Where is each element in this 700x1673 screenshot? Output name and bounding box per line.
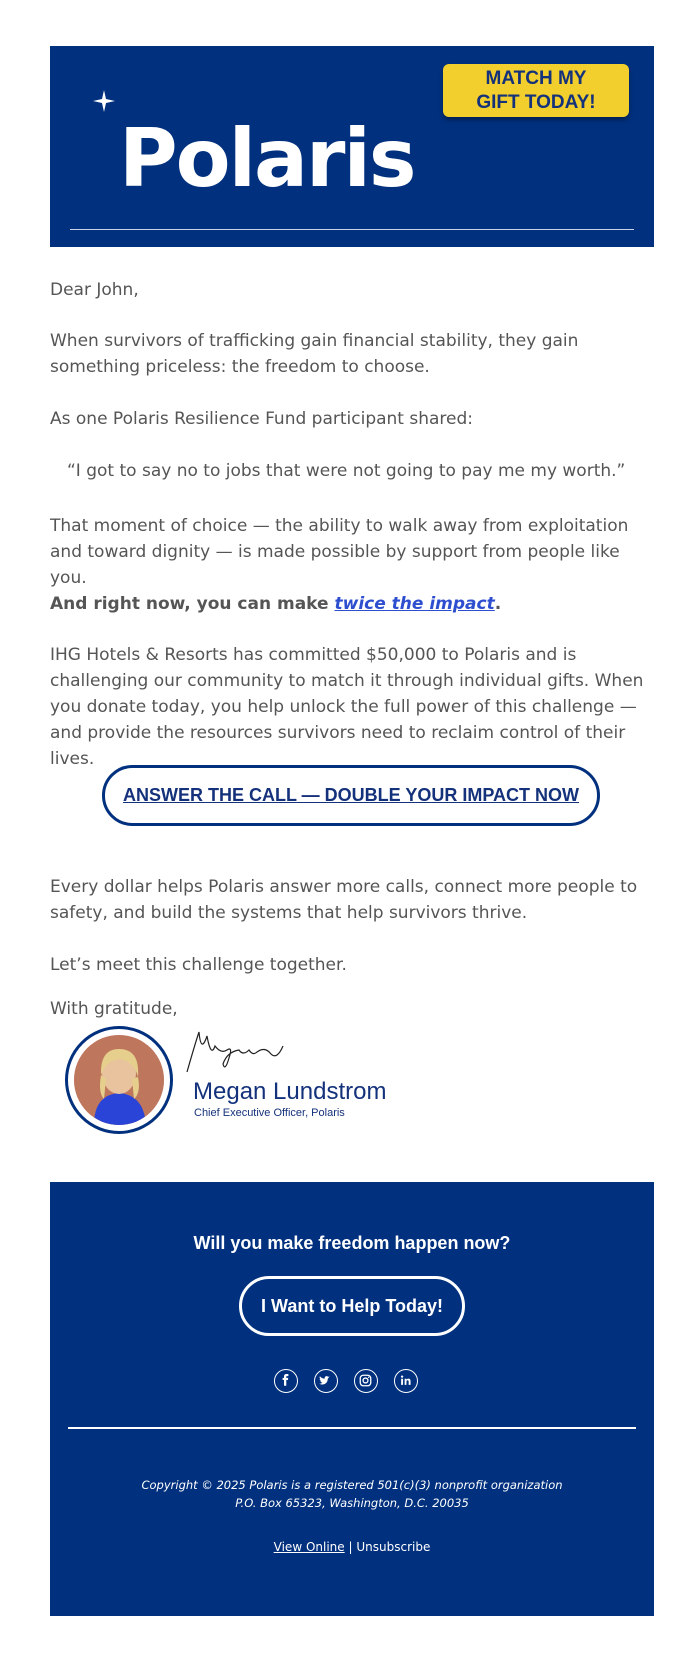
- avatar: [65, 1026, 173, 1134]
- header-divider: [70, 229, 634, 230]
- signer-title: Chief Executive Officer, Polaris: [194, 1107, 345, 1119]
- polaris-logo: Polaris: [119, 112, 415, 205]
- paragraph-7: Let’s meet this challenge together.: [50, 955, 347, 975]
- double-impact-button[interactable]: ANSWER THE CALL — DOUBLE YOUR IMPACT NOW: [102, 765, 600, 826]
- footer-links: [50, 1540, 654, 1554]
- paragraph-6: Every dollar helps Polaris answer more calls, connect more people to safety, and build the systems that help survivors thrive.: [50, 877, 638, 923]
- impact-prefix: And right now, you can make: [50, 594, 335, 614]
- signature-script: [185, 1024, 305, 1084]
- help-today-button[interactable]: I Want to Help Today!: [239, 1276, 465, 1336]
- footer-question: Will you make freedom happen now?: [193, 1233, 511, 1253]
- linkedin-icon[interactable]: [394, 1369, 418, 1393]
- paragraph-3: That moment of choice — the ability to walk away from exploitation and toward dignity — is made possible by support from people like you.: [50, 516, 629, 588]
- unsubscribe-link[interactable]: Unsubscribe: [356, 1540, 431, 1554]
- instagram-icon[interactable]: [354, 1369, 378, 1393]
- star-icon: [93, 90, 115, 112]
- copyright: [50, 1476, 654, 1512]
- ceo-photo: [74, 1035, 164, 1125]
- paragraph-4: [50, 591, 501, 617]
- twitter-icon[interactable]: [314, 1369, 338, 1393]
- footer: [50, 1182, 654, 1616]
- greeting: Dear John,: [50, 280, 139, 300]
- impact-suffix: .: [494, 594, 502, 614]
- facebook-icon[interactable]: [274, 1369, 298, 1393]
- match-gift-button[interactable]: [443, 64, 629, 117]
- copyright-line-2: P.O. Box 65323, Washington, D.C. 20035: [235, 1496, 469, 1510]
- footer-divider: [68, 1427, 636, 1429]
- match-button-line2: GIFT TODAY!: [476, 92, 596, 113]
- copyright-line-1: Copyright © 2025 Polaris is a registered 501(c)(3) nonprofit organization: [141, 1478, 563, 1492]
- participant-quote: “I got to say no to jobs that were not going to pay me my worth.”: [67, 461, 626, 481]
- paragraph-2: As one Polaris Resilience Fund participant shared:: [50, 409, 474, 429]
- twice-impact-link[interactable]: twice the impact: [334, 594, 495, 614]
- link-separator: |: [348, 1540, 353, 1554]
- paragraph-5: IHG Hotels & Resorts has committed $50,000 to Polaris and is challenging our community to match it through individual gifts. When you donate today, you help unlock the full power of this challenge — and provide the resources survivors need to reclaim control of their lives.: [50, 645, 644, 769]
- match-button-line1: MATCH MY: [485, 68, 587, 89]
- view-online-link[interactable]: View Online: [273, 1540, 345, 1554]
- social-links: [274, 1369, 434, 1395]
- signer-name: Megan Lundstrom: [193, 1078, 387, 1105]
- closing: With gratitude,: [50, 999, 178, 1019]
- paragraph-1: When survivors of trafficking gain financial stability, they gain something priceless: the freedom to choose.: [50, 331, 579, 377]
- header-banner: [50, 46, 654, 247]
